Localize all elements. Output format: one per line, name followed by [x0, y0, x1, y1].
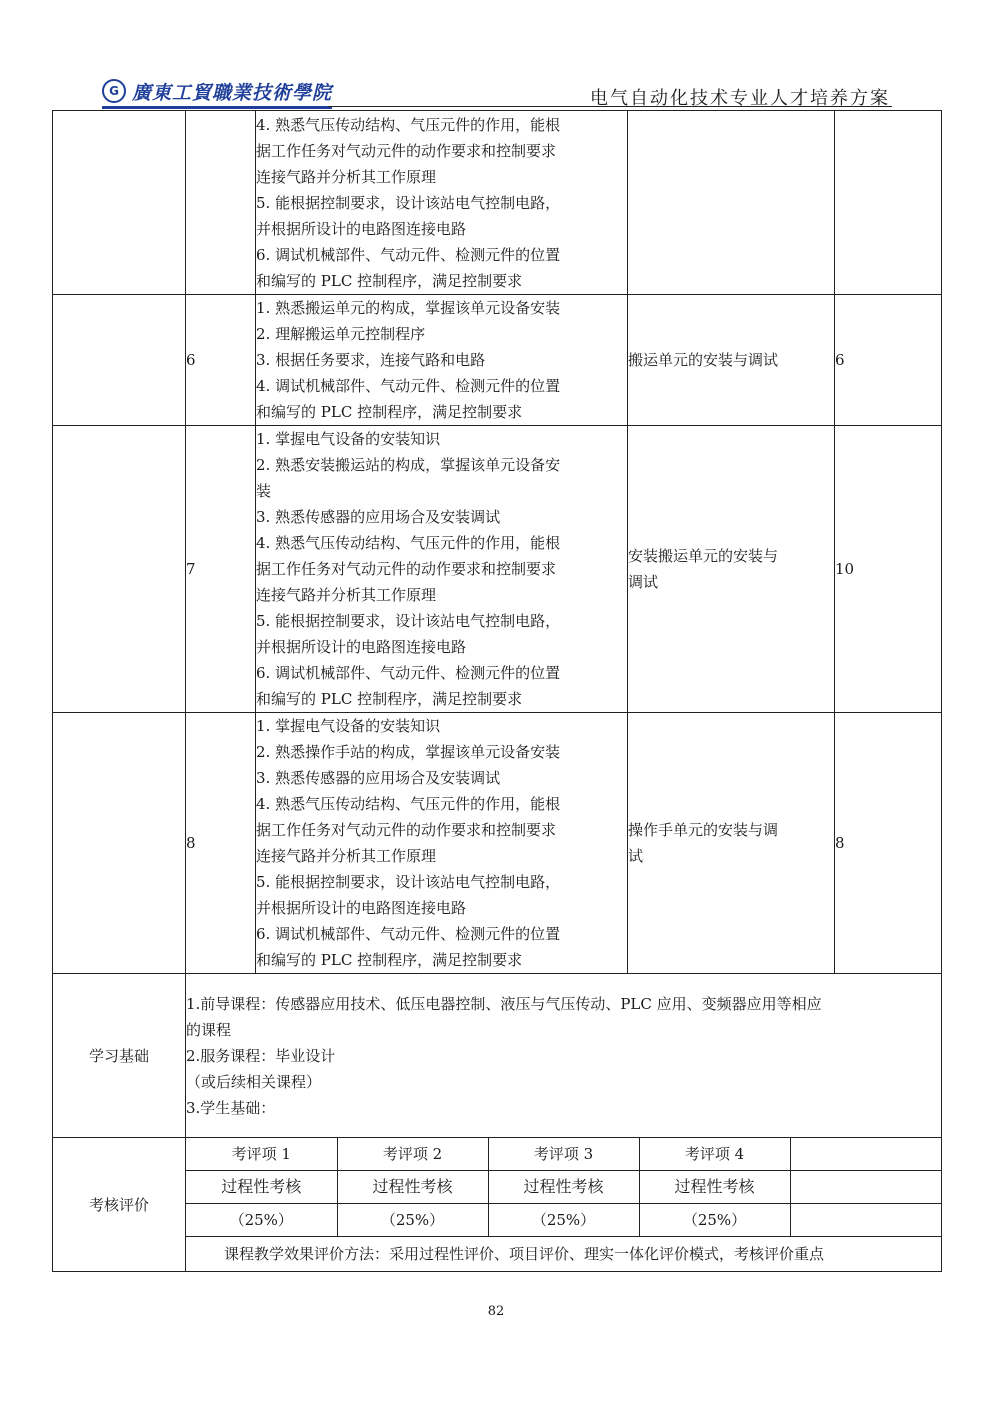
content-line: 3. 熟悉传感器的应用场合及安装调试 [256, 508, 501, 526]
task-content-cell [256, 713, 628, 974]
content-line: 连接气路并分析其工作原理 [256, 167, 437, 186]
task-number-cell: 6 [186, 295, 256, 426]
assessment-label: 考核评价 [53, 1138, 186, 1272]
content-line: 和编写的 PLC 控制程序，满足控制要求 [256, 690, 523, 708]
content-line: 2. 熟悉安装搬运站的构成，掌握该单元设备安 [256, 456, 561, 474]
assessment-type: 过程性考核 [488, 1171, 639, 1204]
content-line: 1. 掌握电气设备的安装知识 [256, 430, 441, 448]
assessment-weight: （25%） [488, 1204, 639, 1237]
page-header [102, 72, 892, 108]
content-line: 1. 掌握电气设备的安装知识 [256, 717, 441, 735]
assessment-weights-row [186, 1204, 941, 1237]
label-cell [53, 295, 186, 426]
hours-cell: 8 [835, 713, 942, 974]
task-content-cell [256, 426, 628, 713]
basis-line: 3.学生基础： [186, 1098, 276, 1117]
assessment-type: 过程性考核 [186, 1171, 337, 1204]
assessment-item: 考评项 1 [186, 1138, 337, 1171]
content-line: 4. 熟悉气压传动结构、气压元件的作用，能根 [256, 534, 561, 552]
content-line: 装 [256, 482, 272, 500]
task-name-line: 搬运单元的安装与调试 [628, 351, 779, 369]
task-number-cell: 8 [186, 713, 256, 974]
table-row [53, 295, 942, 426]
content-line: 据工作任务对气动元件的动作要求和控制要求 [256, 560, 557, 578]
assessment-row [53, 1138, 942, 1272]
content-line: 并根据所设计的电路图连接电路 [256, 899, 467, 917]
task-name-cell [628, 713, 835, 974]
page-number: 82 [487, 1304, 505, 1319]
content-line: 并根据所设计的电路图连接电路 [256, 219, 467, 238]
assessment-weight: （25%） [337, 1204, 488, 1237]
assessment-method-row [186, 1237, 941, 1272]
learning-basis-label: 学习基础 [53, 974, 186, 1138]
assessment-weight [790, 1204, 941, 1237]
table-row [53, 426, 942, 713]
content-line: 和编写的 PLC 控制程序，满足控制要求 [256, 403, 523, 421]
task-content-cell [256, 111, 628, 295]
task-content-cell [256, 295, 628, 426]
content-line: 3. 熟悉传感器的应用场合及安装调试 [256, 769, 501, 787]
label-cell [53, 713, 186, 974]
content-line: 5. 能根据控制要求，设计该站电气控制电路， [256, 193, 561, 212]
content-line: 并根据所设计的电路图连接电路 [256, 638, 467, 656]
content-line: 2. 理解搬运单元控制程序 [256, 325, 426, 343]
content-line: 3. 根据任务要求，连接气路和电路 [256, 351, 486, 369]
assessment-item: 考评项 2 [337, 1138, 488, 1171]
content-line: 4. 熟悉气压传动结构、气压元件的作用，能根 [256, 115, 561, 134]
table-row [53, 713, 942, 974]
assessment-method: 课程教学效果评价方法：采用过程性评价、项目评价、理实一体化评价模式，考核评价重点 [186, 1237, 941, 1272]
task-number-cell: 7 [186, 426, 256, 713]
content-line: 4. 熟悉气压传动结构、气压元件的作用，能根 [256, 795, 561, 813]
learning-basis-content [186, 974, 942, 1138]
task-name-cell [628, 426, 835, 713]
label-cell [53, 111, 186, 295]
assessment-types-row [186, 1171, 941, 1204]
basis-line: 的课程 [186, 1020, 232, 1039]
content-line: 连接气路并分析其工作原理 [256, 586, 437, 604]
content-line: 2. 熟悉操作手站的构成，掌握该单元设备安装 [256, 743, 561, 761]
content-line: 和编写的 PLC 控制程序，满足控制要求 [256, 271, 523, 290]
content-line: 6. 调试机械部件、气动元件、检测元件的位置 [256, 664, 561, 682]
content-line: 据工作任务对气动元件的动作要求和控制要求 [256, 141, 557, 160]
assessment-content [186, 1138, 942, 1272]
content-line: 6. 调试机械部件、气动元件、检测元件的位置 [256, 925, 561, 943]
learning-basis-row [53, 974, 942, 1138]
school-name: 廣東工貿職業技術學院 [132, 81, 333, 104]
course-table [52, 110, 942, 1272]
task-name-cell [628, 295, 835, 426]
assessment-table [186, 1138, 941, 1271]
hours-cell: 6 [835, 295, 942, 426]
logo-underline [102, 106, 332, 109]
task-name-line: 操作手单元的安装与调 [628, 821, 779, 839]
assessment-type: 过程性考核 [337, 1171, 488, 1204]
content-line: 4. 调试机械部件、气动元件、检测元件的位置 [256, 377, 561, 395]
content-line: 连接气路并分析其工作原理 [256, 847, 437, 865]
school-emblem-icon: G [102, 79, 126, 103]
assessment-item: 考评项 3 [488, 1138, 639, 1171]
assessment-weight: （25%） [186, 1204, 337, 1237]
assessment-weight: （25%） [639, 1204, 790, 1237]
label-cell [53, 426, 186, 713]
assessment-type [790, 1171, 941, 1204]
assessment-item [790, 1138, 941, 1171]
content-line: 1. 熟悉搬运单元的构成，掌握该单元设备安装 [256, 299, 561, 317]
content-line: 6. 调试机械部件、气动元件、检测元件的位置 [256, 245, 561, 264]
hours-cell: 10 [835, 426, 942, 713]
hours-cell [835, 111, 942, 295]
task-name-cell [628, 111, 835, 295]
task-name-line: 试 [628, 847, 644, 865]
content-line: 和编写的 PLC 控制程序，满足控制要求 [256, 951, 523, 969]
basis-line: （或后续相关课程） [186, 1072, 322, 1091]
assessment-items-row [186, 1138, 941, 1171]
basis-line: 1.前导课程：传感器应用技术、低压电器控制、液压与气压传动、PLC 应用、变频器应用等相应 [186, 994, 822, 1013]
assessment-type: 过程性考核 [639, 1171, 790, 1204]
table-row [53, 111, 942, 295]
basis-line: 2.服务课程：毕业设计 [186, 1046, 336, 1065]
assessment-item: 考评项 4 [639, 1138, 790, 1171]
document-title: 电气自动化技术专业人才培养方案 [590, 88, 890, 109]
content-line: 5. 能根据控制要求，设计该站电气控制电路， [256, 873, 561, 891]
school-logo [102, 76, 332, 106]
content-line: 据工作任务对气动元件的动作要求和控制要求 [256, 821, 557, 839]
content-line: 5. 能根据控制要求，设计该站电气控制电路， [256, 612, 561, 630]
task-number-cell [186, 111, 256, 295]
task-name-line: 安装搬运单元的安装与 [628, 547, 779, 565]
task-name-line: 调试 [628, 573, 659, 591]
